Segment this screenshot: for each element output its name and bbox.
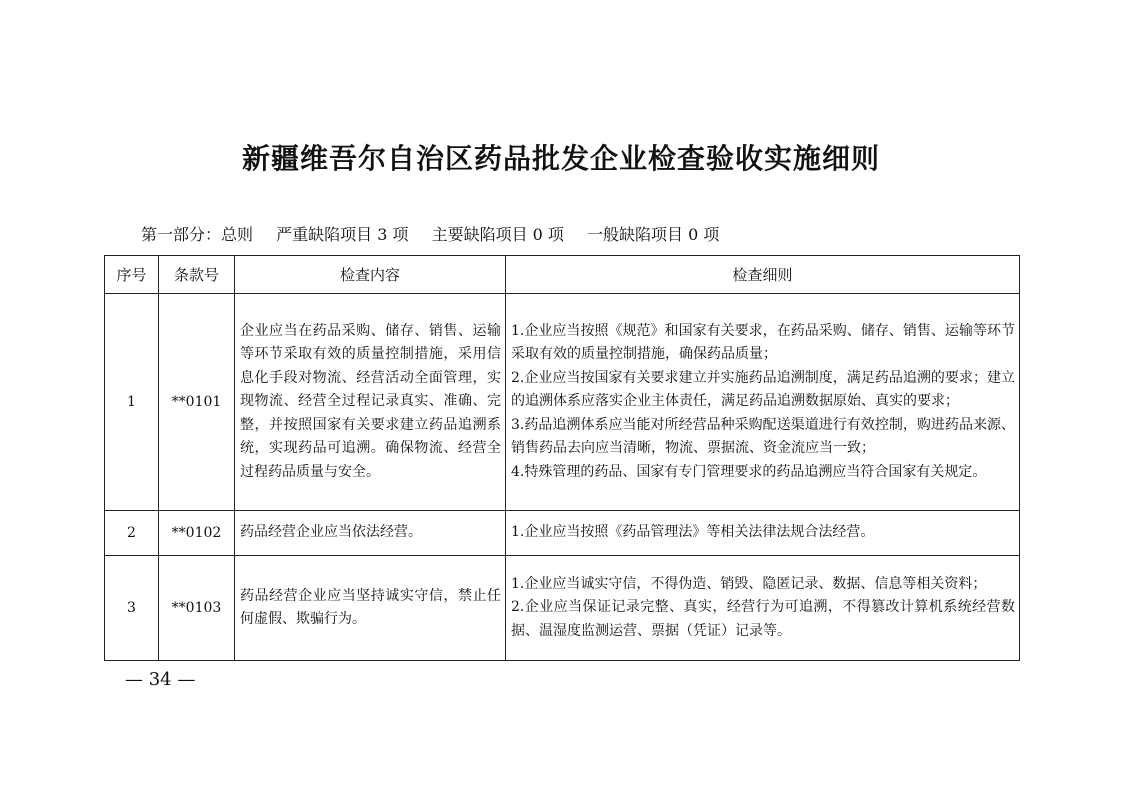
table-row	[105, 556, 1020, 661]
row-clause: **0103	[159, 556, 235, 661]
row-details	[506, 511, 1020, 556]
row-content: 药品经营企业应当坚持诚实守信，禁止任何虚假、欺骗行为。	[235, 556, 506, 661]
row-no: 1	[105, 294, 159, 511]
row-no: 3	[105, 556, 159, 661]
row-content: 药品经营企业应当依法经营。	[235, 511, 506, 556]
table-row	[105, 294, 1020, 511]
document-title: 新疆维吾尔自治区药品批发企业检查验收实施细则	[241, 142, 880, 175]
header-clause: 条款号	[159, 256, 235, 294]
detail-item: 2.企业应当保证记录完整、真实，经营行为可追溯，不得篡改计算机系统经营数据、温湿度监测运营、票据（凭证）记录等。	[511, 599, 1015, 639]
row-details	[506, 556, 1020, 661]
header-no: 序号	[105, 256, 159, 294]
summary-major: 主要缺陷项目 0 项	[431, 225, 564, 244]
section-summary	[141, 222, 737, 248]
row-clause: **0101	[159, 294, 235, 511]
summary-part: 第一部分：总则	[141, 225, 254, 244]
summary-general: 一般缺陷项目 0 项	[587, 225, 720, 244]
header-details: 检查细则	[506, 256, 1020, 294]
table-header-row	[105, 256, 1020, 294]
row-details	[506, 294, 1020, 511]
detail-item: 2.企业应当按国家有关要求建立并实施药品追溯制度，满足药品追溯的要求；建立的追溯体系应落实企业主体责任，满足药品追溯数据原始、真实的要求；	[511, 369, 1015, 410]
row-clause: **0102	[159, 511, 235, 556]
page-number: — 34 —	[125, 669, 196, 690]
detail-item: 1.企业应当按照《规范》和国家有关要求，在药品采购、储存、销售、运输等环节采取有效的质量控制措施，确保药品质量；	[511, 322, 1015, 363]
row-no: 2	[105, 511, 159, 556]
detail-item: 1.企业应当按照《药品管理法》等相关法律法规合法经营。	[511, 524, 875, 541]
detail-item: 1.企业应当诚实守信，不得伪造、销毁、隐匿记录、数据、信息等相关资料；	[511, 575, 987, 592]
table-row	[105, 511, 1020, 556]
inspection-table	[104, 255, 1020, 661]
row-content: 企业应当在药品采购、储存、销售、运输等环节采取有效的质量控制措施，采用信息化手段对物流、经营活动全面管理，实现物流、经营全过程记录真实、准确、完整，并按照国家有关要求建立药品追溯系统，实现药品可追溯。确保物流、经营全过程药品质量与安全。	[235, 294, 506, 511]
detail-item: 3.药品追溯体系应当能对所经营品种采购配送渠道进行有效控制，购进药品来源、销售药品去向应当清晰，物流、票据流、资金流应当一致；	[511, 416, 1015, 457]
summary-critical: 严重缺陷项目 3 项	[276, 225, 409, 244]
detail-item: 4.特殊管理的药品、国家有专门管理要求的药品追溯应当符合国家有关规定。	[511, 463, 987, 480]
header-content: 检查内容	[235, 256, 506, 294]
